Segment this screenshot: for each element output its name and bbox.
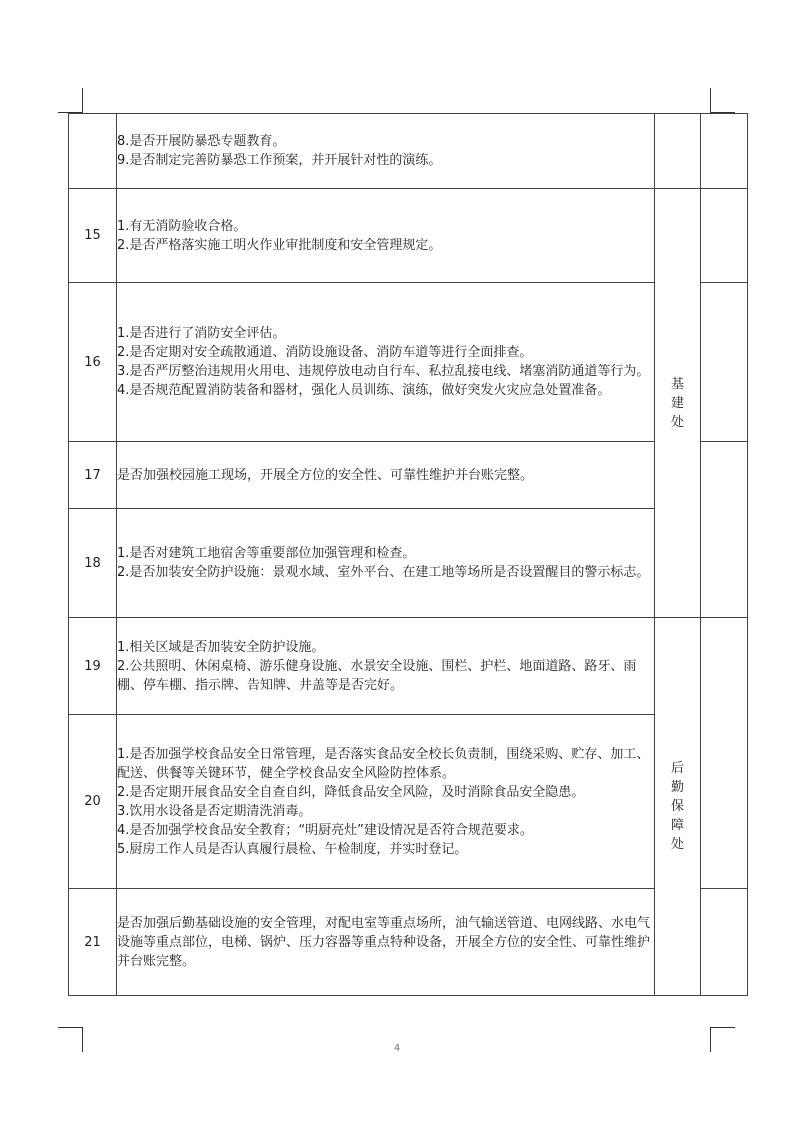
table-row [69, 442, 748, 509]
row-content [117, 189, 655, 283]
check-cell [701, 114, 748, 189]
row-item: 2.是否定期对安全疏散通道、消防设施设备、消防车道等进行全面排查。 [117, 345, 533, 360]
dept-char: 处 [670, 414, 684, 430]
table-row [69, 283, 748, 442]
dept-char: 障 [670, 818, 684, 833]
dept-cell [655, 114, 701, 189]
row-content [117, 283, 655, 442]
crop-mark-bottom-left-horizontal [58, 1027, 83, 1028]
row-content [117, 618, 655, 715]
crop-mark-bottom-right-horizontal [710, 1027, 735, 1028]
row-item: 4.是否加强学校食品安全教育；“明厨亮灶”建设情况是否符合规范要求。 [117, 822, 533, 838]
row-item: 1.是否进行了消防安全评估。 [117, 326, 286, 341]
table-row [69, 509, 748, 618]
row-content [117, 442, 655, 509]
row-item: 是否加强校园施工现场，开展全方位的安全性、可靠性维护并台账完整。 [117, 467, 534, 483]
row-item: 8.是否开展防暴恐专题教育。 [117, 134, 286, 149]
row-item: 9.是否制定完善防暴恐工作预案，并开展针对性的演练。 [117, 153, 442, 168]
row-number: 20 [69, 715, 117, 889]
row-item: 1.有无消防验收合格。 [117, 218, 247, 234]
row-number: 15 [69, 189, 117, 283]
table-row [69, 114, 748, 189]
row-item: 4.是否规范配置消防装备和器材，强化人员训练、演练，做好突发火灾应急处置准备。 [117, 383, 611, 398]
dept-char: 处 [670, 837, 684, 852]
row-item: 2.是否加装安全防护设施：景观水域、室外平台、在建工地等场所是否设置醒目的警示标志。 [117, 565, 650, 580]
row-item: 2.公共照明、休闲桌椅、游乐健身设施、水景安全设施、围栏、护栏、地面道路、路牙、雨棚、停车棚、指示牌、告知牌、井盖等是否完好。 [117, 658, 637, 693]
check-cell [701, 442, 748, 618]
row-item: 2.是否定期开展食品安全自查自纠，降低食品安全风险，及时消除食品安全隐患。 [117, 784, 585, 800]
row-item: 1.是否加强学校食品安全日常管理，是否落实食品安全校长负责制，围绕采购、贮存、加工、配送、供餐等关键环节，健全学校食品安全风险防控体系。 [117, 746, 650, 781]
table-row [69, 889, 748, 996]
row-number: 21 [69, 889, 117, 996]
row-item: 1.是否对建筑工地宿舍等重要部位加强管理和检查。 [117, 546, 416, 561]
check-cell [701, 618, 748, 889]
table-row [69, 715, 748, 889]
page-number: 4 [393, 1043, 401, 1054]
row-number: 18 [69, 509, 117, 618]
inspection-table [68, 113, 748, 996]
row-item: 2.是否严格落实施工明火作业审批制度和安全管理规定。 [117, 237, 442, 253]
check-cell [701, 189, 748, 283]
dept-char: 保 [670, 799, 684, 814]
row-item: 5.厨房工作人员是否认真履行晨检、午检制度，并实时登记。 [117, 841, 468, 857]
table-row [69, 189, 748, 283]
dept-char: 勤 [670, 780, 684, 795]
row-content [117, 889, 655, 996]
row-content [117, 715, 655, 889]
row-content [117, 114, 655, 189]
crop-mark-top-right-vertical [710, 88, 711, 113]
dept-char: 基 [670, 376, 684, 392]
row-number: 19 [69, 618, 117, 715]
check-cell [701, 889, 748, 996]
row-item: 3.饮用水设备是否定期清洗消毒。 [117, 803, 312, 819]
row-content [117, 509, 655, 618]
check-cell [701, 283, 748, 442]
row-item: 3.是否严厉整治违规用火用电、违规停放电动自行车、私拉乱接电线、堵塞消防通道等行为。 [117, 364, 650, 379]
dept-char: 后 [670, 761, 684, 776]
crop-mark-top-left-vertical [82, 88, 83, 113]
row-item: 是否加强后勤基础设施的安全管理，对配电室等重点场所，油气输送管道、电网线路、水电气设施等重点部位，电梯、锅炉、压力容器等重点特种设备，开展全方位的安全性、可靠性维护并台账完整。 [117, 915, 651, 969]
dept-cell-jijian [655, 189, 701, 618]
row-number [69, 114, 117, 189]
row-number: 16 [69, 283, 117, 442]
row-number: 17 [69, 442, 117, 509]
table-row [69, 618, 748, 715]
row-item: 1.相关区域是否加装安全防护设施。 [117, 639, 325, 655]
dept-char: 建 [670, 395, 684, 411]
dept-cell-houqin [655, 618, 701, 996]
